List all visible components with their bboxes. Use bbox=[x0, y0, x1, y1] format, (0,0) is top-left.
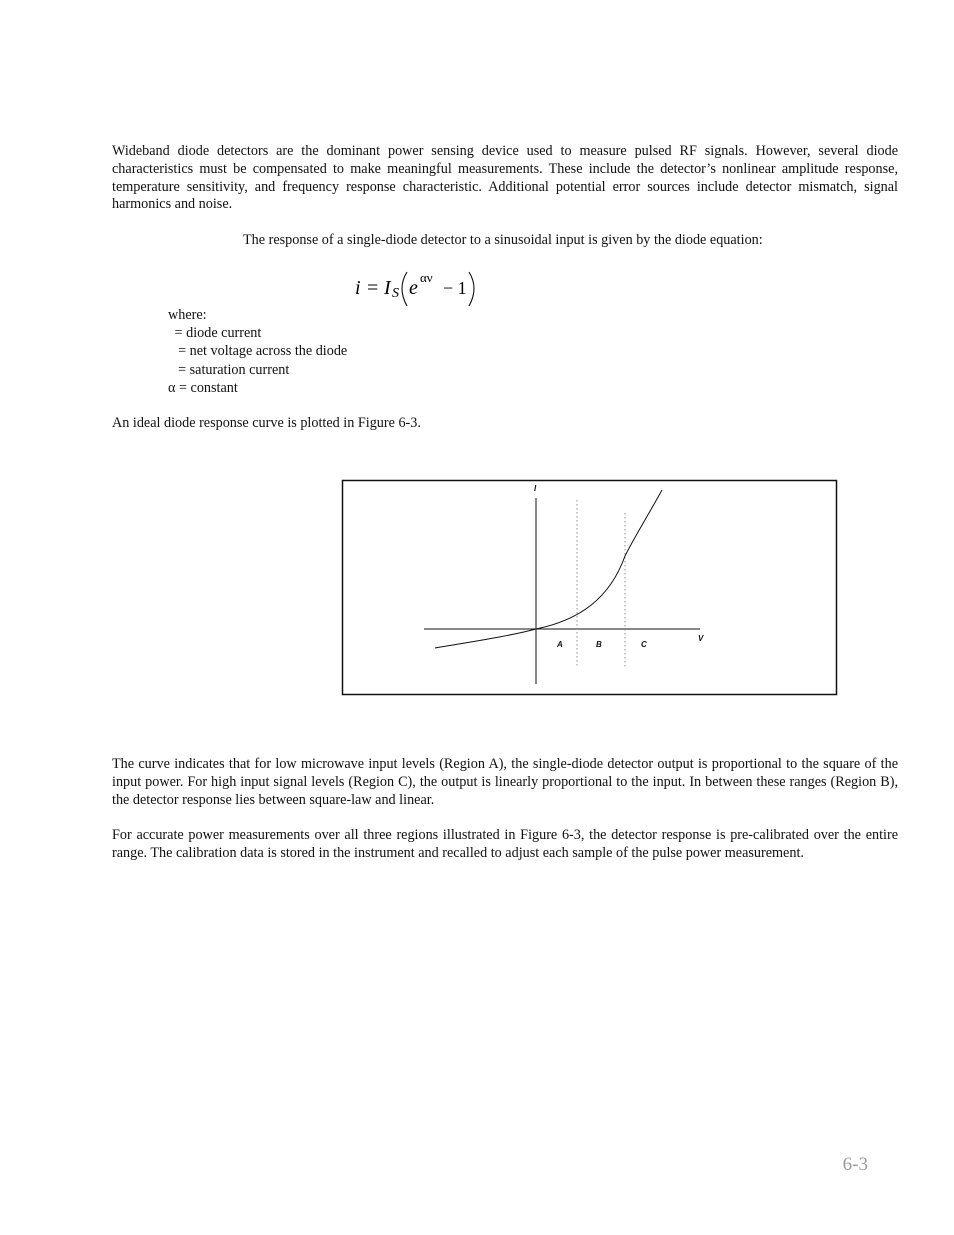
definition-alpha: α = constant bbox=[168, 379, 238, 396]
equation-minus-one: − 1 bbox=[443, 278, 467, 298]
page-number: 6-3 bbox=[842, 1154, 868, 1175]
equation-exp-base: e bbox=[409, 277, 418, 299]
diode-response-figure bbox=[340, 478, 840, 698]
response-paragraph: The response of a single-diode detector to a sinusoidal input is given by the diode equation: bbox=[243, 232, 763, 248]
region-c-label: C bbox=[641, 640, 647, 649]
left-paren-icon bbox=[402, 272, 407, 306]
regions-paragraph: The curve indicates that for low microwave input levels (Region A), the single-diode detector output is proportional to the square of the input power. For high input signal levels (Region C), the output is linearly proportional to the input. In between these ranges (Region B), the detector response lies between square-law and linear. bbox=[112, 756, 898, 808]
definition-voltage: = net voltage across the diode bbox=[171, 343, 348, 360]
definition-current: = diode current bbox=[171, 325, 262, 342]
figure-frame bbox=[343, 481, 837, 695]
region-b-label: B bbox=[596, 640, 602, 649]
diode-equation bbox=[350, 266, 490, 312]
equation-equals: = bbox=[367, 277, 379, 299]
y-axis-label: I bbox=[534, 484, 537, 493]
equation-factor: I bbox=[384, 277, 391, 299]
equation-lhs: i bbox=[355, 277, 361, 299]
equation-exponent: αν bbox=[420, 270, 433, 285]
region-a-label: A bbox=[557, 640, 563, 649]
where-heading: where: bbox=[168, 307, 207, 323]
x-axis-label: V bbox=[698, 634, 704, 643]
figure-reference-paragraph: An ideal diode response curve is plotted in Figure 6-3. bbox=[112, 415, 421, 431]
equation-factor-subscript: S bbox=[392, 286, 399, 301]
definition-saturation: = saturation current bbox=[171, 361, 290, 378]
calibration-paragraph: For accurate power measurements over all three regions illustrated in Figure 6-3, the detector response is pre-calibrated over the entire range. The calibration data is stored in the instrument and recalled to adjust each sample of the pulse power measurement. bbox=[112, 827, 898, 861]
diode-response-curve bbox=[435, 490, 662, 648]
intro-paragraph: Wideband diode detectors are the dominant power sensing device used to measure pulsed RF signals. However, several diode characteristics must be compensated to make meaningful measurements. These include the detector’s nonlinear amplitude response, temperature sensitivity, and frequency response characteristic. Additional potential error sources include detector mismatch, signal harmonics and noise. bbox=[112, 143, 898, 213]
right-paren-icon bbox=[469, 272, 474, 306]
variable-definitions bbox=[168, 306, 347, 397]
